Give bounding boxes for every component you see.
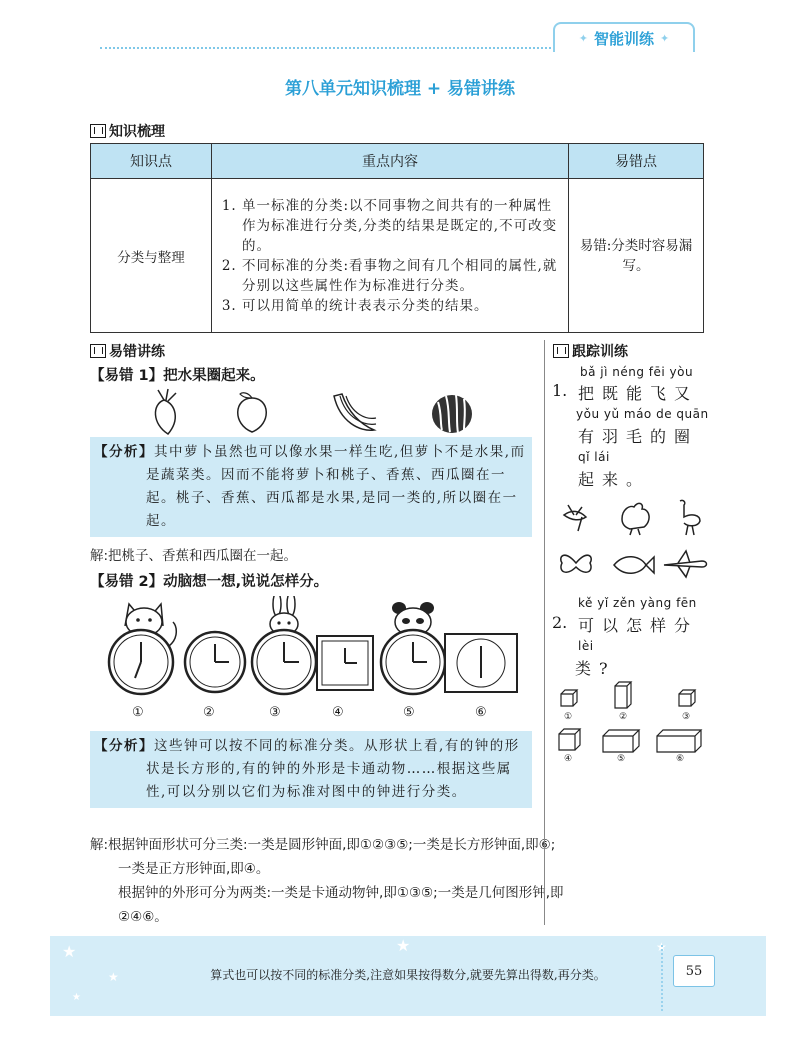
round-clock-icon <box>185 632 245 692</box>
q1-pinyin-3: qǐ lái <box>578 450 610 464</box>
ostrich-icon <box>680 500 700 535</box>
box-label: ① <box>564 712 573 722</box>
star-icon: ✦ <box>578 31 588 45</box>
book-icon <box>90 344 106 358</box>
peach-icon <box>238 393 267 432</box>
box-label: ② <box>619 712 628 722</box>
box-label: ④ <box>564 754 573 764</box>
mistake-1-solution: 解:把桃子、香蕉和西瓜圈在一起。 <box>90 548 298 564</box>
rooster-icon <box>622 503 649 535</box>
mistake-2-solution-2: 根据钟的外形可分为两类:一类是卡通动物钟,即①③⑤;一类是几何图形钟,即②④⑥。 <box>118 885 564 925</box>
footer-bar <box>50 936 766 1016</box>
page-number: 55 <box>673 955 715 987</box>
footer-tip: 算式也可以按不同的标准分类,注意如果按得数分,就要先算出得数,再分类。 <box>210 968 606 982</box>
box-label: ⑤ <box>617 754 626 764</box>
point-item: 1. 单一标准的分类:以不同事物之间共有的一种属性作为标准进行分类,分类的结果是既定的,不可改变的。 <box>242 196 562 256</box>
knowledge-section-label: 知识梳理 <box>90 121 165 141</box>
column-divider <box>544 340 545 925</box>
mistake-1-title: 【易错 1】把水果圈起来。 <box>90 368 265 384</box>
box-label: ③ <box>682 712 691 722</box>
q1-text-2: 有羽毛的圈 <box>578 427 699 446</box>
butterfly-icon <box>561 555 591 572</box>
header-tab-label: 智能训练 <box>593 29 654 48</box>
long-box-icon <box>657 730 701 752</box>
q2-text-2: 类? <box>575 659 616 678</box>
tall-box-icon <box>615 682 631 708</box>
clock-row <box>105 596 525 706</box>
box-label: ⑥ <box>676 754 685 764</box>
box-grid <box>555 678 725 758</box>
q1-pinyin-2: yǒu yǔ máo de quān <box>576 407 709 421</box>
clock-label: ③ <box>269 705 281 720</box>
small-cube-icon <box>561 690 577 706</box>
rabbit-clock-icon <box>252 596 316 694</box>
animal-grid <box>550 495 720 585</box>
content-cell <box>212 179 569 333</box>
col-topic: 知识点 <box>91 144 212 179</box>
clock-label: ④ <box>332 705 344 720</box>
col-content: 重点内容 <box>212 144 569 179</box>
q2-pinyin-1: kě yǐ zěn yàng fēn <box>578 596 697 610</box>
flat-box-icon <box>603 730 639 752</box>
star-icon: ★ <box>62 942 77 961</box>
panda-clock-icon <box>381 602 445 694</box>
watermelon-icon <box>432 395 472 433</box>
q2-pinyin-2: lèi <box>578 639 594 653</box>
clock-label: ① <box>132 705 144 720</box>
fish-icon <box>614 557 654 574</box>
fruit-row <box>140 388 480 438</box>
star-icon: ✦ <box>660 31 670 45</box>
star-icon: ★ <box>656 940 667 954</box>
clock-label: ② <box>203 705 215 720</box>
small-cube-icon <box>679 690 695 706</box>
mistake-2-solution-1: 解:根据钟面形状可分三类:一类是圆形钟面,即①②③⑤;一类是长方形钟面,即⑥;一类是正方形钟面,即④。 <box>90 837 556 877</box>
airplane-icon <box>664 551 707 577</box>
star-icon: ★ <box>396 936 411 955</box>
point-item: 2. 不同标准的分类:看事物之间有几个相同的属性,就分别以这些属性作为标准进行分类。 <box>242 256 562 296</box>
q1-text-3: 起来。 <box>578 470 651 489</box>
square-clock-icon <box>317 636 373 690</box>
radish-icon <box>155 389 176 434</box>
follow-section-label: 跟踪训练 <box>553 341 628 361</box>
cube-icon <box>559 729 580 750</box>
star-icon: ★ <box>108 970 119 984</box>
mistake-2-title: 【易错 2】动脑想一想,说说怎样分。 <box>90 574 329 590</box>
clock-label: ⑤ <box>403 705 415 720</box>
clock-label: ⑥ <box>475 705 487 720</box>
camera-icon <box>553 344 569 358</box>
q2-number: 2. <box>552 613 568 632</box>
banana-icon <box>334 394 376 430</box>
q2-text-1: 可以怎样分 <box>578 616 699 635</box>
q1-text-1: 把既能飞又 <box>578 384 699 403</box>
point-item: 3. 可以用简单的统计表表示分类的结果。 <box>242 296 562 316</box>
grid-icon <box>90 124 106 138</box>
bird-icon <box>564 505 586 531</box>
knowledge-table <box>90 143 704 333</box>
topic-cell: 分类与整理 <box>91 179 212 333</box>
q1-number: 1. <box>552 381 568 400</box>
mistake-cell: 易错:分类时容易漏写。 <box>569 179 704 333</box>
footer-divider <box>661 945 663 1011</box>
page-title: 第八单元知识梳理 + 易错讲练 <box>284 79 516 99</box>
rect-clock-icon <box>445 634 517 692</box>
cat-clock-icon <box>109 604 176 694</box>
practice-section-label: 易错讲练 <box>90 341 165 361</box>
mistake-2-analysis: 【分析】这些钟可以按不同的标准分类。从形状上看,有的钟的形状是长方形的,有的钟的外形是卡通动物……根据这些属性,可以分别以它们为标准对图中的钟进行分类。 <box>90 731 532 808</box>
star-icon: ★ <box>72 992 81 1003</box>
q1-pinyin-1: bǎ jì néng fēi yòu <box>580 365 694 379</box>
col-mistake: 易错点 <box>569 144 704 179</box>
mistake-1-analysis: 【分析】其中萝卜虽然也可以像水果一样生吃,但萝卜不是水果,而是蔬菜类。因而不能将萝卜和桃子、香蕉、西瓜圈在一起。桃子、香蕉、西瓜都是水果,是同一类的,所以圈在一起。 <box>90 437 532 537</box>
header-tab <box>553 22 695 52</box>
